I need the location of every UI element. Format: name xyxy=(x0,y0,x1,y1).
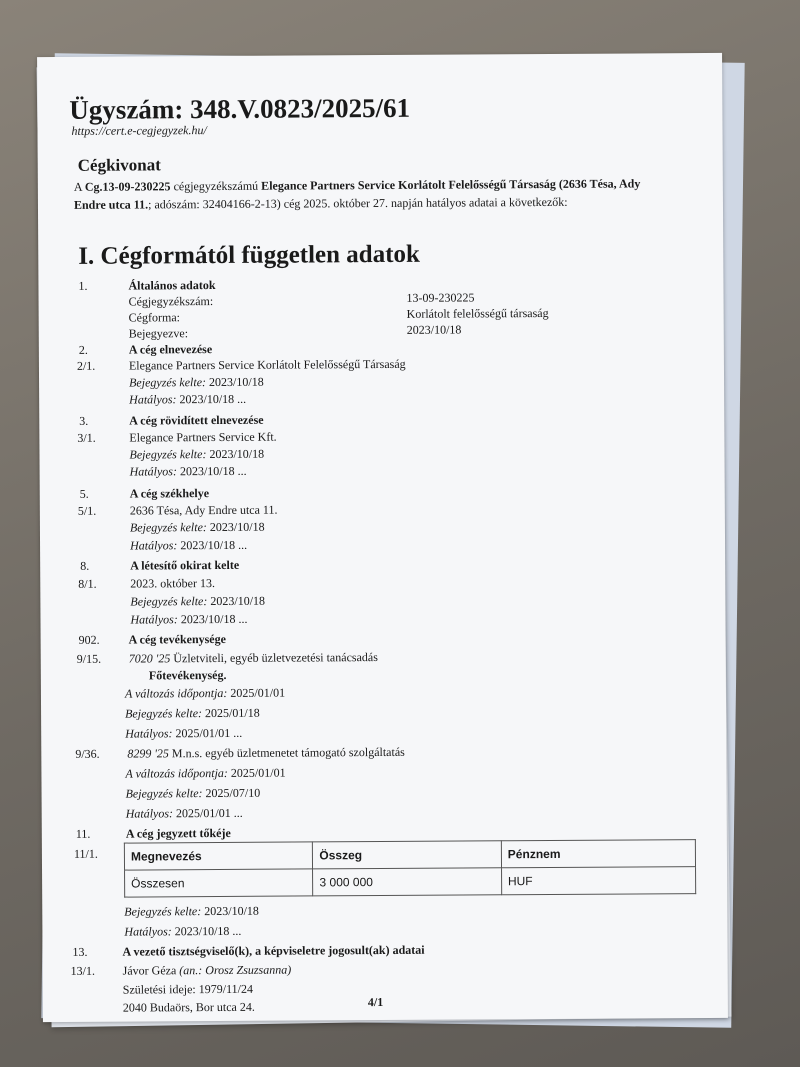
change-date: A változás időpontja: 2025/01/01 xyxy=(124,685,286,701)
registration-date: Bejegyzés kelte: 2023/10/18 xyxy=(129,446,265,462)
main-activity-flag: Főtevékenység. xyxy=(148,667,227,683)
field-key: Cégforma: xyxy=(128,310,181,325)
sub-number: 8/1. xyxy=(78,576,97,591)
item-value: Elegance Partners Service Korlátolt Felelősségű Társaság xyxy=(128,356,406,373)
item-label: A vezető tisztségviselő(k), a képviseletre jogosult(ak) adatai xyxy=(122,942,425,959)
field-key: Cégjegyzékszám: xyxy=(128,294,214,309)
section-title: I. Cégformától független adatok xyxy=(78,240,420,270)
table-cell: 3 000 000 xyxy=(313,868,502,896)
extract-heading: Cégkivonat xyxy=(77,155,161,175)
item-value: 2636 Tésa, Ady Endre utca 11. xyxy=(129,502,278,518)
change-date: A változás időpontja: 2025/01/01 xyxy=(125,765,286,781)
item-value: Elegance Partners Service Kft. xyxy=(129,429,277,445)
item-number: 1. xyxy=(78,278,88,293)
effective-date: Hatályos: 2025/01/01 ... xyxy=(125,805,243,821)
item-number: 3. xyxy=(79,413,89,428)
effective-date: Hatályos: 2023/10/18 ... xyxy=(130,537,248,553)
officer-name: Jávor Géza (an.: Orosz Zsuzsanna) xyxy=(122,962,292,978)
item-value: 2023. október 13. xyxy=(130,576,215,591)
registration-date: Bejegyzés kelte: 2023/10/18 xyxy=(129,519,265,535)
table-row xyxy=(125,867,696,897)
item-number: 2. xyxy=(78,342,88,357)
table-cell: Összesen xyxy=(125,869,314,897)
document-page xyxy=(37,53,728,1022)
case-number-title: Ügyszám: 348.V.0823/2025/61 xyxy=(69,92,411,125)
table-header-cell: Pénznem xyxy=(501,840,695,868)
capital-table xyxy=(124,839,696,897)
table-header-cell: Megnevezés xyxy=(124,842,313,870)
sub-number: 3/1. xyxy=(77,430,96,445)
table-header-row xyxy=(124,840,695,870)
effective-date: Hatályos: 2025/01/01 ... xyxy=(125,725,243,741)
registration-date: Bejegyzés kelte: 2023/10/18 xyxy=(124,903,259,919)
field-value: 2023/10/18 xyxy=(406,322,462,337)
page-number: 4/1 xyxy=(367,995,384,1010)
effective-date: Hatályos: 2023/10/18 ... xyxy=(129,463,247,479)
sub-number: 9/15. xyxy=(76,651,102,666)
activity-value: 7020 '25 Üzletviteli, egyéb üzletvezetési tanácsadás xyxy=(128,650,378,666)
item-number: 11. xyxy=(75,826,91,841)
sub-number: 11/1. xyxy=(73,846,98,861)
sub-number: 2/1. xyxy=(76,358,96,373)
sub-number: 9/36. xyxy=(75,746,100,761)
sub-number: 13/1. xyxy=(70,963,96,978)
effective-date: Hatályos: 2023/10/18 ... xyxy=(124,923,242,939)
registration-date: Bejegyzés kelte: 2023/10/18 xyxy=(130,593,266,609)
activity-value: 8299 '25 M.n.s. egyéb üzletmenetet támogató szolgáltatás xyxy=(127,744,405,761)
item-number: 8. xyxy=(80,558,90,573)
field-value: 13-09-230225 xyxy=(406,290,475,305)
registration-date: Bejegyzés kelte: 2025/01/18 xyxy=(125,705,260,721)
source-url[interactable]: https://cert.e-cegjegyzek.hu/ xyxy=(71,123,207,138)
table-cell: HUF xyxy=(501,867,695,895)
registration-date: Bejegyzés kelte: 2025/07/10 xyxy=(125,785,261,801)
item-label: A cég jegyzett tőkéje xyxy=(125,825,231,841)
item-number: 13. xyxy=(72,944,88,959)
officer-birth-date: Születési ideje: 1979/11/24 xyxy=(122,981,254,997)
item-label: A létesítő okirat kelte xyxy=(130,557,240,573)
item-label: Általános adatok xyxy=(128,278,216,293)
sub-number: 5/1. xyxy=(77,503,97,518)
item-label: A cég elnevezése xyxy=(128,342,213,357)
item-label: A cég tevékenysége xyxy=(128,631,226,647)
registration-date: Bejegyzés kelte: 2023/10/18 xyxy=(129,374,264,390)
effective-date: Hatályos: 2023/10/18 ... xyxy=(130,611,248,627)
item-label: A cég székhelye xyxy=(129,486,210,501)
field-value: Korlátolt felelősségű társaság xyxy=(406,305,549,321)
effective-date: Hatályos: 2023/10/18 ... xyxy=(129,391,247,407)
item-label: A cég rövidített elnevezése xyxy=(129,412,264,428)
item-number: 5. xyxy=(79,486,89,501)
field-key: Bejegyezve: xyxy=(128,326,189,341)
table-header-cell: Összeg xyxy=(313,841,502,869)
extract-intro: A Cg.13-09-230225 cégjegyzékszámú Elegance Partners Service Korlátolt Felelősségű Társaság (2636 Tésa, Ady Endre utca 11.; adószám: 32404166-2-13) cég 2025. október 27. napján hatályos adatai a következők: xyxy=(73,176,641,212)
item-number: 902. xyxy=(78,632,100,647)
officer-address: 2040 Budaörs, Bor utca 24. xyxy=(122,999,255,1015)
